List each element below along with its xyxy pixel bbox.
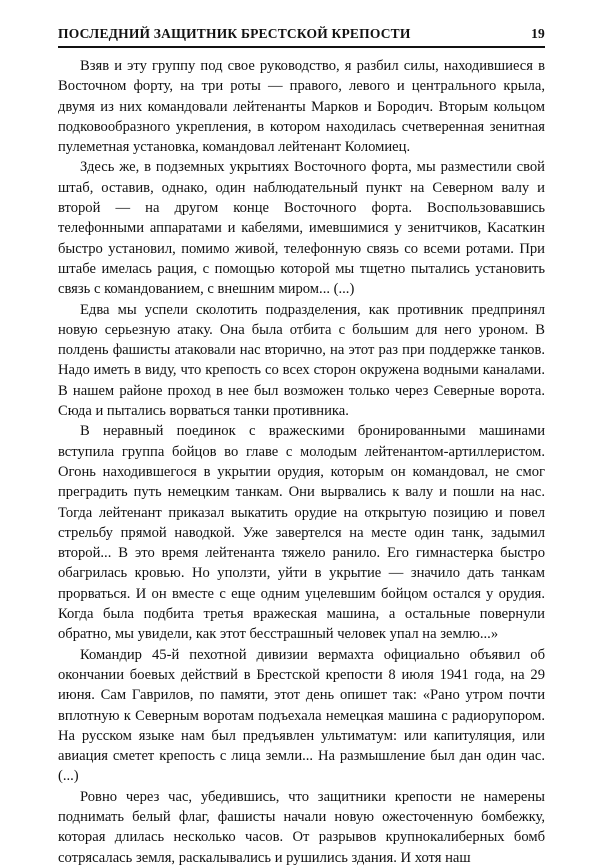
running-title: ПОСЛЕДНИЙ ЗАЩИТНИК БРЕСТСКОЙ КРЕПОСТИ	[58, 26, 411, 41]
paragraph: В неравный поединок с вражескими бронированными машинами вступила группа бойцов во главе с молодым лейтенантом-артиллеристом. Огонь находившегося в укрытии орудия, которым он командовал, не смог преградить путь немецким танкам. Они вырвались к валу и пошли на нас. Тогда лейтенант приказал выкатить орудие на открытую позицию и повел стрельбу прямой наводкой. Уже завертелся на месте один танк, задымил второй... В это время лейтенанта тяжело ранило. Его гимнастерка быстро обагрилась кровью. Но уползти, уйти в укрытие — значило дать танкам прорваться. И он вместе с еще одним уцелевшим бойцом остался у орудия. Когда была подбита третья вражеская машина, а остальные повернули обратно, мы увидели, как этот бесстрашный человек упал на землю...»	[58, 423, 545, 643]
running-header	[58, 26, 545, 48]
paragraph: Здесь же, в подземных укрытиях Восточного форта, мы разместили свой штаб, оставив, однако, один наблюдательный пункт на Северном валу и второй — на другом конце Восточного форта. Воспользовавшись телефонными аппаратами и кабелями, имевшимися у зенитчиков, Касаткин быстро установил, помимо живой, телефонную связь со всеми ротами. При штабе имелась рация, с помощью которой мы тщетно пытались установить связь с командованием, с внешним миром... (...)	[58, 159, 545, 298]
paragraph: Командир 45-й пехотной дивизии вермахта официально объявил об окончании боевых действий в Брестской крепости 8 июля 1941 года, на 29 июня. Сам Гаврилов, по памяти, этот день опишет так: «Рано утром почти вплотную к Северным воротам подъехала немецкая машина с радиорупором. На русском языке нам был предъявлен ультиматум: или капитуляция, или авиация сметет крепость с лица земли... На размышление был дан один час. (...)	[58, 646, 545, 785]
paragraph: Ровно через час, убедившись, что защитники крепости не намерены поднимать белый флаг, фашисты начали новую ожесточенную бомбежку, которая длилась несколько часов. От разрывов крупнокалиберных бомб сотрясалась земля, раскалывались и рушились здания. И хотя наш	[58, 788, 545, 866]
paragraph: Взяв и эту группу под свое руководство, я разбил силы, находившиеся в Восточном форту, на три роты — правого, левого и центрального крыла, двумя из них командовали лейтенанты Марков и Бородич. Вторым кольцом подковообразного укрепления, в котором находилась счетверенная зенитная пулеметная установка, командовал лейтенант Коломиец.	[58, 58, 545, 156]
paragraph: Едва мы успели сколотить подразделения, как противник предпринял новую серьезную атаку. Она была отбита с большим для него уроном. В полдень фашисты атаковали нас вторично, на этот раз при поддержке танков. Надо иметь в виду, что крепость со всех сторон окружена водными каналами. В нашем районе проход в нее был возможен только через Северные ворота. Сюда и пытались ворваться танки противника.	[58, 301, 545, 420]
body-text	[58, 56, 545, 868]
page-number: 19	[531, 26, 545, 41]
